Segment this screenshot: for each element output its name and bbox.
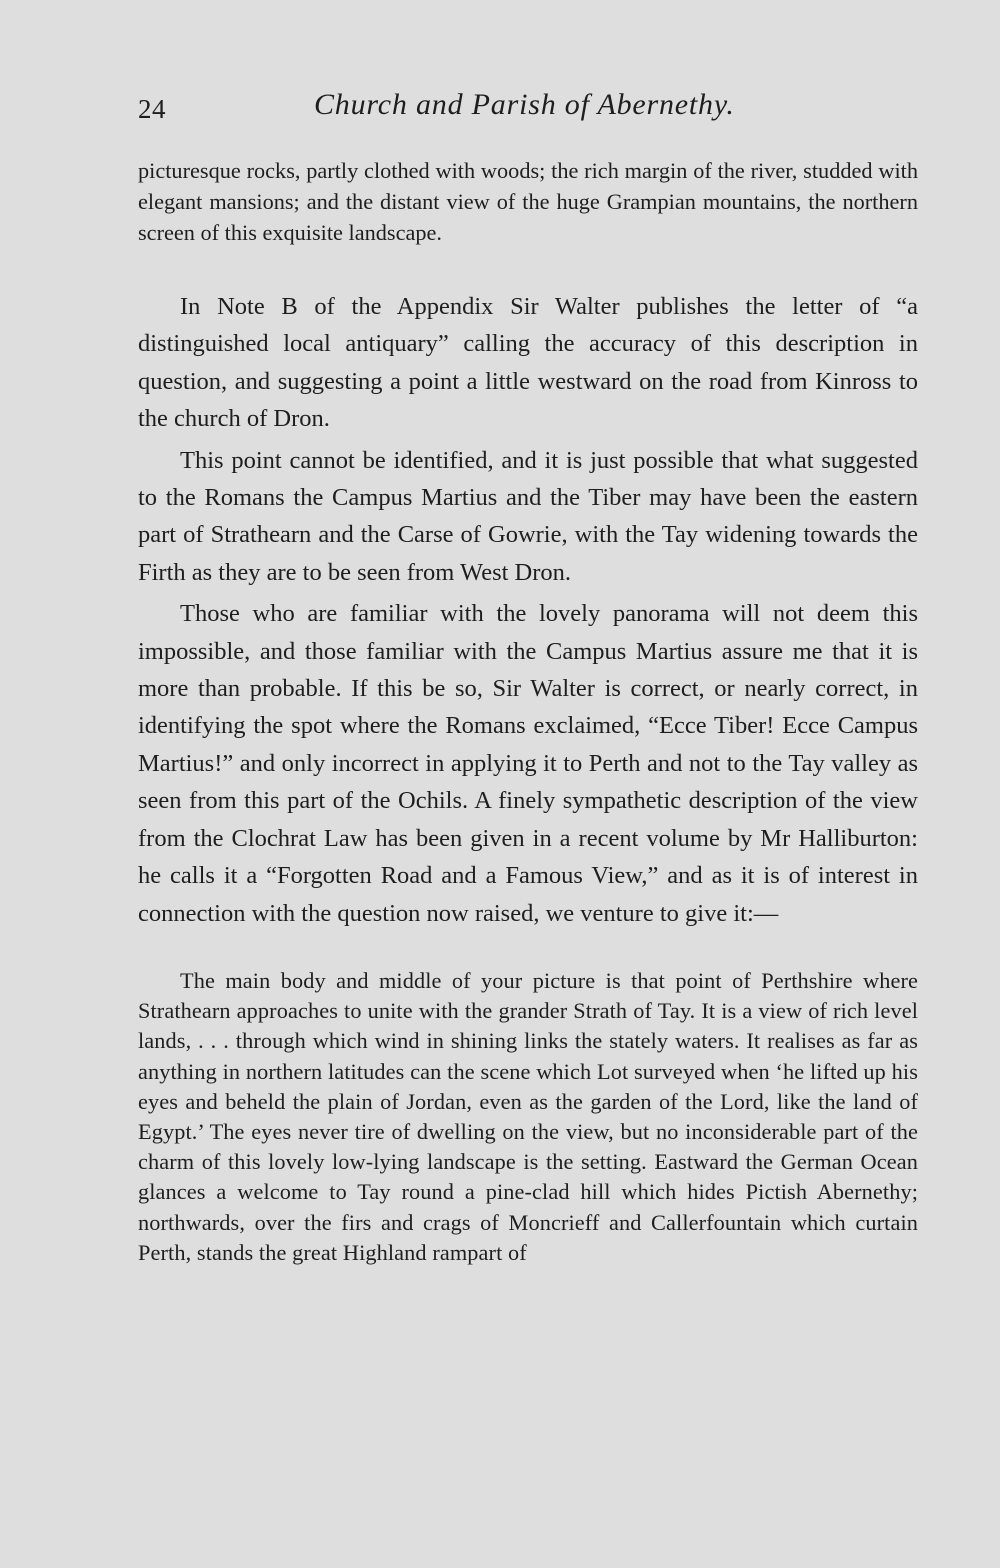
paragraph-point: This point cannot be identified, and it is just possible that what suggested to the Romans the Campus Martius and the Tiber may have been the eastern part of Strathearn and the Carse of Gowrie, with the Tay widening towards the Firth as they are to be seen from West Dron. [138,446,918,586]
page-header [138,88,918,128]
body-text [138,155,918,1268]
paragraph-note-b: In Note B of the Appendix Sir Walter publishes the letter of “a distinguished local antiquary” calling the accuracy of this description in question, and suggesting a point a little westward on the road from Kinross to the church of Dron. [138,293,918,433]
running-title: Church and Parish of Abernethy. [314,88,735,121]
paragraph-continuation: picturesque rocks, partly clothed with woods; the rich margin of the river, studded with elegant mansions; and the distant view of the huge Grampian mountains, the northern screen of this exquisite landscape. [138,158,918,245]
paragraph-panorama: Those who are familiar with the lovely panorama will not deem this impossible, and those familiar with the Campus Martius assure me that it is more than probable. If this be so, Sir Walter is correct, or nearly correct, in identifying the spot where the Romans exclaimed, “Ecce Tiber! Ecce Campus Martius!” and only incorrect in applying it to Perth and not to the Tay valley as seen from this part of the Ochils. A finely sympathetic description of the view from the Clochrat Law has been given in a recent volume by Mr Halliburton: he calls it a “Forgotten Road and a Famous View,” and as it is of interest in connection with the question now raised, we venture to give it:— [138,600,918,927]
page-number: 24 [138,94,166,124]
block-quote: The main body and middle of your picture is that point of Perthshire where Strathearn approaches to unite with the grander Strath of Tay. It is a view of rich level lands, . . . through which wind in shining links the stately waters. It realises as far as anything in northern latitudes can the scene which Lot surveyed when ‘he lifted up his eyes and beheld the plain of Jordan, even as the garden of the Lord, like the land of Egypt.’ The eyes never tire of dwelling on the view, but no inconsiderable part of the charm of this lovely low-lying landscape is the setting. Eastward the German Ocean glances a welcome to Tay round a pine-clad hill which hides Pictish Abernethy; northwards, over the firs and crags of Moncrieff and Callerfountain which curtain Perth, stands the great Highland rampart of [138,967,918,1265]
